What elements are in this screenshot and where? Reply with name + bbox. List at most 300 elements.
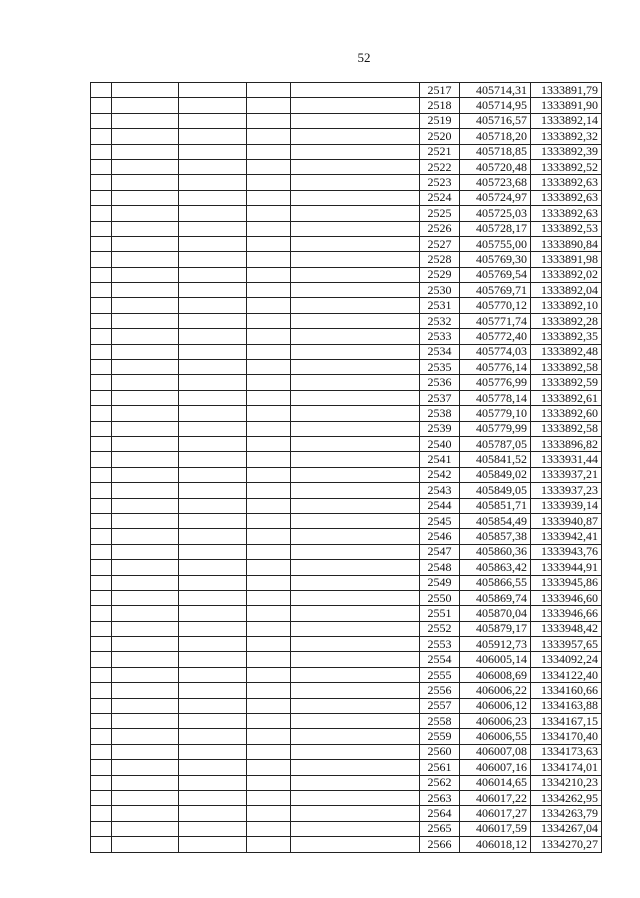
point-number-cell: 2563 — [420, 790, 460, 805]
empty-cell — [291, 113, 420, 128]
empty-cell — [112, 513, 179, 528]
x-coordinate-cell: 405779,99 — [460, 421, 531, 436]
y-coordinate-cell: 1333891,79 — [531, 83, 602, 98]
empty-cell — [112, 175, 179, 190]
y-coordinate-cell: 1333892,14 — [531, 113, 602, 128]
x-coordinate-cell: 405870,04 — [460, 606, 531, 621]
empty-cell — [179, 175, 247, 190]
empty-cell — [291, 467, 420, 482]
empty-cell — [291, 790, 420, 805]
empty-cell — [247, 221, 291, 236]
empty-cell — [291, 267, 420, 282]
table-row — [91, 190, 602, 205]
table-row — [91, 683, 602, 698]
x-coordinate-cell: 405869,74 — [460, 590, 531, 605]
empty-cell — [112, 498, 179, 513]
point-number-cell: 2555 — [420, 667, 460, 682]
empty-cell — [179, 221, 247, 236]
table-row — [91, 313, 602, 328]
empty-cell — [247, 806, 291, 821]
table-row — [91, 590, 602, 605]
table-row — [91, 729, 602, 744]
empty-cell — [91, 790, 112, 805]
empty-cell — [112, 714, 179, 729]
y-coordinate-cell: 1334263,79 — [531, 806, 602, 821]
point-number-cell: 2553 — [420, 637, 460, 652]
empty-cell — [291, 421, 420, 436]
empty-cell — [247, 406, 291, 421]
empty-cell — [179, 436, 247, 451]
y-coordinate-cell: 1333892,39 — [531, 144, 602, 159]
empty-cell — [179, 560, 247, 575]
x-coordinate-cell: 405725,03 — [460, 206, 531, 221]
empty-cell — [112, 621, 179, 636]
x-coordinate-cell: 406006,23 — [460, 714, 531, 729]
y-coordinate-cell: 1333892,35 — [531, 329, 602, 344]
point-number-cell: 2529 — [420, 267, 460, 282]
empty-cell — [291, 206, 420, 221]
point-number-cell: 2561 — [420, 760, 460, 775]
empty-cell — [112, 606, 179, 621]
point-number-cell: 2531 — [420, 298, 460, 313]
x-coordinate-cell: 405724,97 — [460, 190, 531, 205]
y-coordinate-cell: 1334210,23 — [531, 775, 602, 790]
empty-cell — [112, 159, 179, 174]
empty-cell — [247, 159, 291, 174]
empty-cell — [91, 436, 112, 451]
empty-cell — [179, 775, 247, 790]
empty-cell — [179, 206, 247, 221]
empty-cell — [112, 298, 179, 313]
empty-cell — [247, 714, 291, 729]
y-coordinate-cell: 1333940,87 — [531, 513, 602, 528]
empty-cell — [179, 467, 247, 482]
empty-cell — [179, 744, 247, 759]
point-number-cell: 2557 — [420, 698, 460, 713]
table-row — [91, 129, 602, 144]
x-coordinate-cell: 405841,52 — [460, 452, 531, 467]
x-coordinate-cell: 405863,42 — [460, 560, 531, 575]
y-coordinate-cell: 1333892,02 — [531, 267, 602, 282]
coordinates-table — [90, 82, 602, 853]
empty-cell — [91, 821, 112, 836]
empty-cell — [112, 329, 179, 344]
point-number-cell: 2540 — [420, 436, 460, 451]
point-number-cell: 2517 — [420, 83, 460, 98]
empty-cell — [91, 529, 112, 544]
empty-cell — [179, 729, 247, 744]
empty-cell — [112, 637, 179, 652]
empty-cell — [247, 390, 291, 405]
point-number-cell: 2527 — [420, 236, 460, 251]
empty-cell — [91, 760, 112, 775]
empty-cell — [291, 406, 420, 421]
y-coordinate-cell: 1333892,63 — [531, 190, 602, 205]
empty-cell — [247, 436, 291, 451]
table-row — [91, 452, 602, 467]
table-row — [91, 606, 602, 621]
empty-cell — [291, 775, 420, 790]
table-row — [91, 159, 602, 174]
empty-cell — [247, 575, 291, 590]
empty-cell — [91, 467, 112, 482]
point-number-cell: 2564 — [420, 806, 460, 821]
empty-cell — [247, 652, 291, 667]
empty-cell — [91, 560, 112, 575]
x-coordinate-cell: 405772,40 — [460, 329, 531, 344]
point-number-cell: 2533 — [420, 329, 460, 344]
point-number-cell: 2530 — [420, 283, 460, 298]
empty-cell — [247, 144, 291, 159]
y-coordinate-cell: 1333937,23 — [531, 483, 602, 498]
empty-cell — [91, 637, 112, 652]
x-coordinate-cell: 406017,22 — [460, 790, 531, 805]
empty-cell — [179, 313, 247, 328]
table-body — [91, 83, 602, 853]
empty-cell — [247, 621, 291, 636]
table-row — [91, 714, 602, 729]
y-coordinate-cell: 1334270,27 — [531, 837, 602, 852]
x-coordinate-cell: 406006,22 — [460, 683, 531, 698]
empty-cell — [291, 360, 420, 375]
table-row — [91, 421, 602, 436]
empty-cell — [91, 744, 112, 759]
empty-cell — [291, 621, 420, 636]
empty-cell — [91, 590, 112, 605]
x-coordinate-cell: 405851,71 — [460, 498, 531, 513]
empty-cell — [112, 744, 179, 759]
empty-cell — [179, 144, 247, 159]
empty-cell — [247, 421, 291, 436]
point-number-cell: 2548 — [420, 560, 460, 575]
empty-cell — [91, 513, 112, 528]
empty-cell — [91, 837, 112, 852]
empty-cell — [247, 513, 291, 528]
point-number-cell: 2524 — [420, 190, 460, 205]
table-row — [91, 375, 602, 390]
point-number-cell: 2538 — [420, 406, 460, 421]
empty-cell — [91, 283, 112, 298]
empty-cell — [291, 729, 420, 744]
x-coordinate-cell: 405912,73 — [460, 637, 531, 652]
empty-cell — [179, 344, 247, 359]
empty-cell — [291, 283, 420, 298]
empty-cell — [247, 790, 291, 805]
empty-cell — [179, 190, 247, 205]
empty-cell — [179, 760, 247, 775]
table-row — [91, 236, 602, 251]
empty-cell — [112, 360, 179, 375]
empty-cell — [179, 298, 247, 313]
empty-cell — [179, 98, 247, 113]
empty-cell — [291, 683, 420, 698]
empty-cell — [179, 590, 247, 605]
y-coordinate-cell: 1334122,40 — [531, 667, 602, 682]
empty-cell — [112, 529, 179, 544]
empty-cell — [179, 406, 247, 421]
table-row — [91, 637, 602, 652]
empty-cell — [291, 144, 420, 159]
x-coordinate-cell: 405779,10 — [460, 406, 531, 421]
table-row — [91, 744, 602, 759]
table-row — [91, 837, 602, 852]
table-row — [91, 467, 602, 482]
point-number-cell: 2546 — [420, 529, 460, 544]
table-row — [91, 329, 602, 344]
empty-cell — [112, 267, 179, 282]
empty-cell — [179, 667, 247, 682]
empty-cell — [247, 175, 291, 190]
x-coordinate-cell: 405755,00 — [460, 236, 531, 251]
y-coordinate-cell: 1333942,41 — [531, 529, 602, 544]
x-coordinate-cell: 405714,95 — [460, 98, 531, 113]
empty-cell — [91, 406, 112, 421]
y-coordinate-cell: 1333945,86 — [531, 575, 602, 590]
x-coordinate-cell: 405718,20 — [460, 129, 531, 144]
y-coordinate-cell: 1334262,95 — [531, 790, 602, 805]
empty-cell — [91, 190, 112, 205]
point-number-cell: 2552 — [420, 621, 460, 636]
empty-cell — [291, 329, 420, 344]
empty-cell — [179, 113, 247, 128]
empty-cell — [247, 236, 291, 251]
empty-cell — [247, 698, 291, 713]
point-number-cell: 2543 — [420, 483, 460, 498]
x-coordinate-cell: 406018,12 — [460, 837, 531, 852]
empty-cell — [91, 360, 112, 375]
y-coordinate-cell: 1333943,76 — [531, 544, 602, 559]
x-coordinate-cell: 406007,16 — [460, 760, 531, 775]
y-coordinate-cell: 1333891,98 — [531, 252, 602, 267]
empty-cell — [291, 190, 420, 205]
x-coordinate-cell: 405769,71 — [460, 283, 531, 298]
empty-cell — [112, 483, 179, 498]
point-number-cell: 2528 — [420, 252, 460, 267]
table-row — [91, 821, 602, 836]
point-number-cell: 2562 — [420, 775, 460, 790]
empty-cell — [112, 452, 179, 467]
point-number-cell: 2536 — [420, 375, 460, 390]
y-coordinate-cell: 1333892,63 — [531, 206, 602, 221]
table-row — [91, 498, 602, 513]
empty-cell — [91, 98, 112, 113]
x-coordinate-cell: 405774,03 — [460, 344, 531, 359]
y-coordinate-cell: 1334174,01 — [531, 760, 602, 775]
point-number-cell: 2545 — [420, 513, 460, 528]
empty-cell — [112, 698, 179, 713]
empty-cell — [291, 652, 420, 667]
y-coordinate-cell: 1333957,65 — [531, 637, 602, 652]
point-number-cell: 2566 — [420, 837, 460, 852]
x-coordinate-cell: 405849,05 — [460, 483, 531, 498]
empty-cell — [247, 729, 291, 744]
empty-cell — [247, 360, 291, 375]
empty-cell — [179, 513, 247, 528]
empty-cell — [112, 729, 179, 744]
point-number-cell: 2556 — [420, 683, 460, 698]
empty-cell — [91, 621, 112, 636]
empty-cell — [112, 667, 179, 682]
empty-cell — [291, 744, 420, 759]
empty-cell — [291, 529, 420, 544]
empty-cell — [247, 267, 291, 282]
empty-cell — [112, 821, 179, 836]
y-coordinate-cell: 1333892,48 — [531, 344, 602, 359]
empty-cell — [112, 375, 179, 390]
empty-cell — [247, 744, 291, 759]
point-number-cell: 2519 — [420, 113, 460, 128]
empty-cell — [91, 329, 112, 344]
empty-cell — [179, 806, 247, 821]
empty-cell — [247, 467, 291, 482]
empty-cell — [179, 714, 247, 729]
x-coordinate-cell: 405778,14 — [460, 390, 531, 405]
x-coordinate-cell: 406014,65 — [460, 775, 531, 790]
empty-cell — [179, 360, 247, 375]
point-number-cell: 2520 — [420, 129, 460, 144]
empty-cell — [247, 313, 291, 328]
empty-cell — [112, 560, 179, 575]
table-row — [91, 483, 602, 498]
point-number-cell: 2554 — [420, 652, 460, 667]
y-coordinate-cell: 1333946,66 — [531, 606, 602, 621]
empty-cell — [247, 252, 291, 267]
empty-cell — [291, 436, 420, 451]
empty-cell — [91, 652, 112, 667]
empty-cell — [112, 221, 179, 236]
empty-cell — [291, 252, 420, 267]
empty-cell — [91, 544, 112, 559]
empty-cell — [179, 283, 247, 298]
empty-cell — [179, 83, 247, 98]
y-coordinate-cell: 1334167,15 — [531, 714, 602, 729]
x-coordinate-cell: 405776,99 — [460, 375, 531, 390]
table-row — [91, 360, 602, 375]
y-coordinate-cell: 1333948,42 — [531, 621, 602, 636]
empty-cell — [291, 313, 420, 328]
empty-cell — [179, 683, 247, 698]
y-coordinate-cell: 1333892,58 — [531, 421, 602, 436]
x-coordinate-cell: 406005,14 — [460, 652, 531, 667]
empty-cell — [179, 267, 247, 282]
empty-cell — [112, 190, 179, 205]
table-row — [91, 529, 602, 544]
empty-cell — [179, 529, 247, 544]
empty-cell — [91, 83, 112, 98]
y-coordinate-cell: 1333892,53 — [531, 221, 602, 236]
point-number-cell: 2541 — [420, 452, 460, 467]
empty-cell — [291, 298, 420, 313]
x-coordinate-cell: 405860,36 — [460, 544, 531, 559]
empty-cell — [91, 298, 112, 313]
x-coordinate-cell: 405728,17 — [460, 221, 531, 236]
table-row — [91, 206, 602, 221]
point-number-cell: 2523 — [420, 175, 460, 190]
point-number-cell: 2539 — [420, 421, 460, 436]
table-row — [91, 544, 602, 559]
x-coordinate-cell: 405771,74 — [460, 313, 531, 328]
empty-cell — [179, 821, 247, 836]
empty-cell — [179, 837, 247, 852]
empty-cell — [179, 575, 247, 590]
empty-cell — [112, 390, 179, 405]
empty-cell — [91, 113, 112, 128]
empty-cell — [112, 806, 179, 821]
y-coordinate-cell: 1334092,24 — [531, 652, 602, 667]
table-row — [91, 621, 602, 636]
empty-cell — [91, 452, 112, 467]
empty-cell — [179, 252, 247, 267]
y-coordinate-cell: 1333939,14 — [531, 498, 602, 513]
empty-cell — [112, 344, 179, 359]
empty-cell — [291, 637, 420, 652]
y-coordinate-cell: 1333891,90 — [531, 98, 602, 113]
empty-cell — [291, 837, 420, 852]
empty-cell — [112, 406, 179, 421]
y-coordinate-cell: 1333892,60 — [531, 406, 602, 421]
empty-cell — [291, 83, 420, 98]
point-number-cell: 2559 — [420, 729, 460, 744]
point-number-cell: 2534 — [420, 344, 460, 359]
empty-cell — [91, 236, 112, 251]
empty-cell — [112, 283, 179, 298]
point-number-cell: 2537 — [420, 390, 460, 405]
x-coordinate-cell: 406017,59 — [460, 821, 531, 836]
empty-cell — [91, 390, 112, 405]
y-coordinate-cell: 1334163,88 — [531, 698, 602, 713]
empty-cell — [91, 221, 112, 236]
table-row — [91, 760, 602, 775]
empty-cell — [112, 252, 179, 267]
point-number-cell: 2542 — [420, 467, 460, 482]
empty-cell — [247, 590, 291, 605]
empty-cell — [179, 452, 247, 467]
x-coordinate-cell: 405718,85 — [460, 144, 531, 159]
y-coordinate-cell: 1334160,66 — [531, 683, 602, 698]
empty-cell — [247, 606, 291, 621]
empty-cell — [247, 375, 291, 390]
point-number-cell: 2535 — [420, 360, 460, 375]
table-row — [91, 83, 602, 98]
point-number-cell: 2532 — [420, 313, 460, 328]
empty-cell — [291, 590, 420, 605]
x-coordinate-cell: 405770,12 — [460, 298, 531, 313]
empty-cell — [291, 483, 420, 498]
empty-cell — [91, 144, 112, 159]
table-row — [91, 652, 602, 667]
x-coordinate-cell: 406006,12 — [460, 698, 531, 713]
empty-cell — [291, 544, 420, 559]
empty-cell — [91, 806, 112, 821]
empty-cell — [179, 483, 247, 498]
x-coordinate-cell: 405769,54 — [460, 267, 531, 282]
empty-cell — [247, 683, 291, 698]
table-row — [91, 175, 602, 190]
empty-cell — [247, 83, 291, 98]
empty-cell — [112, 83, 179, 98]
y-coordinate-cell: 1334170,40 — [531, 729, 602, 744]
empty-cell — [112, 313, 179, 328]
y-coordinate-cell: 1333946,60 — [531, 590, 602, 605]
empty-cell — [291, 806, 420, 821]
y-coordinate-cell: 1334267,04 — [531, 821, 602, 836]
table-row — [91, 560, 602, 575]
table-row — [91, 513, 602, 528]
empty-cell — [247, 344, 291, 359]
empty-cell — [91, 267, 112, 282]
empty-cell — [112, 683, 179, 698]
empty-cell — [291, 159, 420, 174]
